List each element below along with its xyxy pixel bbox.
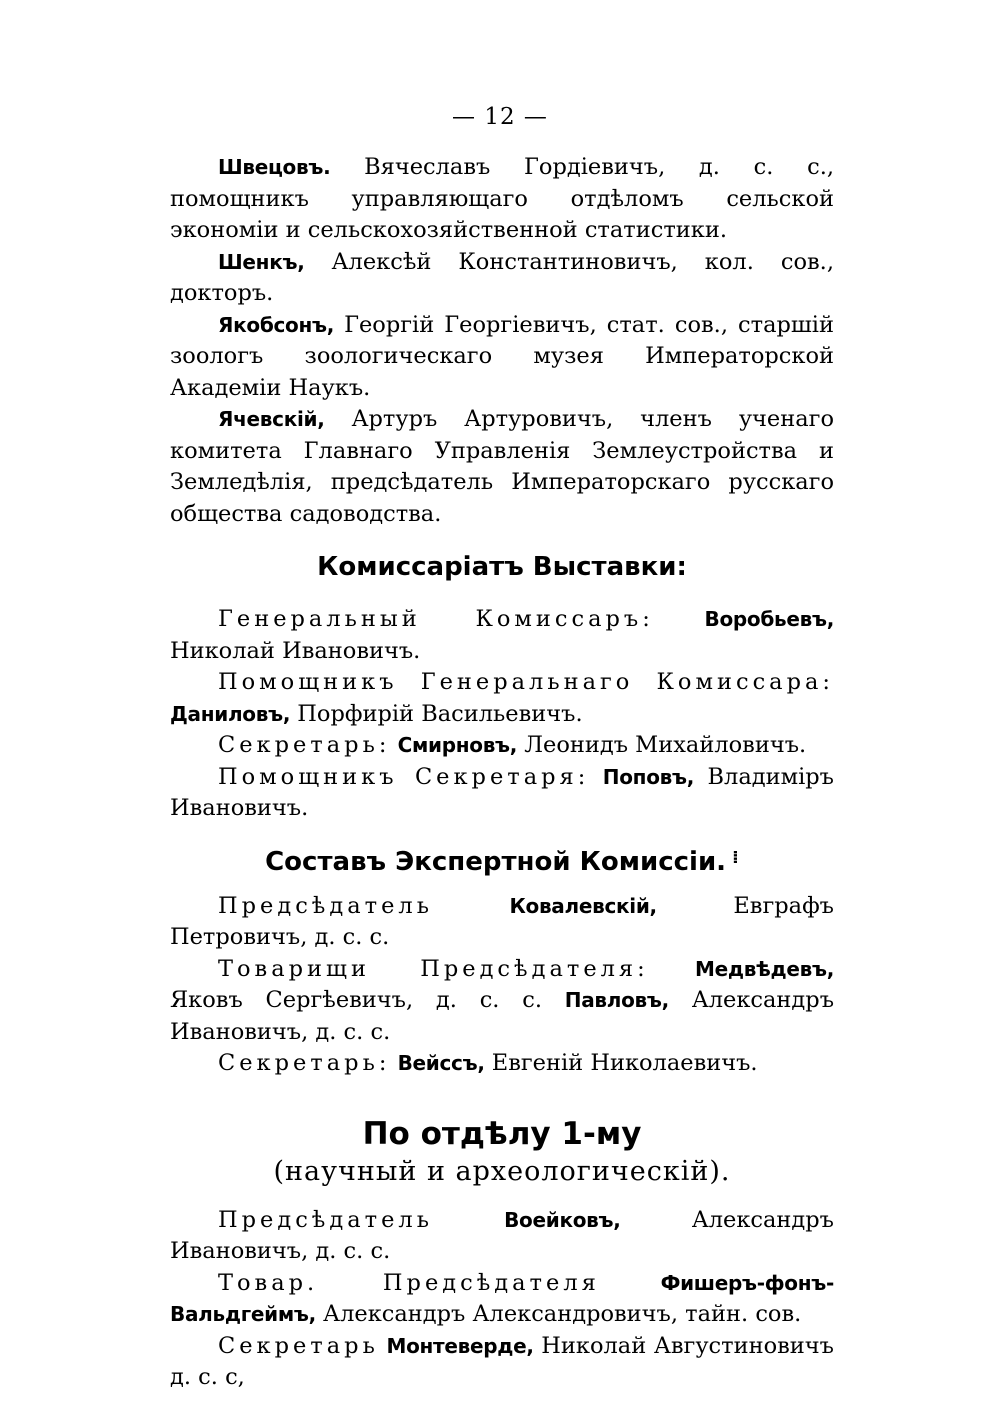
person-name: Смирновъ,: [397, 733, 518, 757]
department-subtitle: (научный и археологическій).: [273, 1155, 731, 1187]
person-text: Владиміръ Ивановичъ.: [170, 763, 834, 821]
role-label: Предсѣдатель: [218, 892, 433, 919]
commissariat-row: [170, 604, 834, 667]
person-name: Поповъ,: [602, 764, 695, 789]
department-row: [170, 1268, 834, 1331]
person-name: Вейссъ,: [397, 1051, 485, 1075]
expert-title: Составъ Экспертной Комиссіи.: [265, 846, 727, 877]
person-text: Леонидъ Михайловичъ.: [517, 732, 807, 758]
person-name: Ковалевскій,: [509, 893, 657, 918]
entry-name: Швецовъ.: [218, 155, 331, 179]
person-text: Александръ Ивановичъ, д. с. с.: [170, 987, 835, 1045]
entry-text: Артуръ Артуровичъ, членъ ученаго комитета Главнаго Управленія Землеустройства и Земледѣлія, предсѣдатель Императорскаго русскаго общества садоводства.: [170, 406, 834, 527]
entry-name: Ячевскій,: [218, 407, 325, 431]
role-label: Секретарь: [218, 1332, 379, 1359]
entry-text: Алексѣй Константиновичъ, кол. сов., докторъ.: [170, 248, 834, 306]
person-text: Евгеній Николаевичъ.: [484, 1050, 758, 1076]
page-body: [170, 152, 834, 1394]
role-label: Секретарь:: [218, 1050, 391, 1076]
entry-yakobson: [170, 310, 834, 405]
department-heading: По отдѣлу 1-му: [362, 1115, 642, 1152]
role-label: Помощникъ Секретаря:: [218, 763, 590, 790]
role-label: Товар. Предсѣдателя: [218, 1269, 600, 1296]
person-text: Александръ Ивановичъ, д. с. с.: [170, 1206, 835, 1264]
commissariat-row: [170, 667, 834, 730]
expert-row: [170, 1048, 834, 1080]
expert-row: [170, 954, 834, 1049]
person-name: Воробьевъ,: [704, 607, 835, 631]
role-label: Секретарь:: [218, 732, 391, 758]
margin-mark: ⁞: [732, 846, 739, 868]
person-text: Порфирій Васильевичъ.: [290, 700, 583, 727]
page-number: — 12 —: [452, 104, 548, 130]
person-name: Воейковъ,: [504, 1207, 621, 1232]
entry-name: Шенкъ,: [218, 249, 305, 274]
role-label: Предсѣдатель: [218, 1206, 433, 1233]
person-text: Николай Ивановичъ.: [170, 637, 421, 664]
entry-text: Георгій Георгіевичъ, стат. сов., старшій зоологъ зоологическаго музея Императорской Академіи Наукъ.: [170, 311, 834, 401]
department-row: [170, 1331, 834, 1394]
entry-shenk: [170, 247, 834, 310]
person-name: Фишеръ-фонъ-Вальдгеймъ,: [170, 1270, 834, 1326]
commissariat-row: [170, 730, 834, 762]
commissariat-row: [170, 762, 834, 825]
expert-row: [170, 891, 834, 954]
expert-commission-heading: [170, 847, 834, 877]
person-text: Николай Августиновичъ д. с. с,: [170, 1332, 834, 1390]
role-label: Генеральный Комиссаръ:: [218, 606, 654, 632]
person-text: Яковъ Сергѣевичъ, д. с. с.: [170, 987, 542, 1013]
entry-shvetsov: [170, 152, 834, 247]
commissariat-heading: Комиссаріатъ Выставки:: [317, 552, 687, 582]
person-name: Монтеверде,: [386, 1333, 534, 1358]
person-text: Александръ Александровичъ, тайн. сов.: [315, 1301, 802, 1327]
person-name: Медвѣдевъ,: [695, 956, 834, 981]
role-label: Товарищи Предсѣдателя:: [218, 955, 649, 982]
entry-name: Якобсонъ,: [218, 312, 335, 337]
entry-yachevsky: [170, 404, 834, 530]
person-name: Павловъ,: [564, 988, 669, 1012]
person-name: Даниловъ,: [170, 701, 291, 726]
entry-text: Вячеславъ Гордіевичъ, д. с. с., помощникъ управляющаго отдѣломъ сельской экономіи и сельскохозяйственной статистики.: [170, 154, 834, 243]
department-row: [170, 1205, 834, 1268]
role-label: Помощникъ Генеральнаго Комиссара:: [218, 669, 834, 695]
person-text: Евграфъ Петровичъ, д. с. с.: [170, 892, 834, 950]
